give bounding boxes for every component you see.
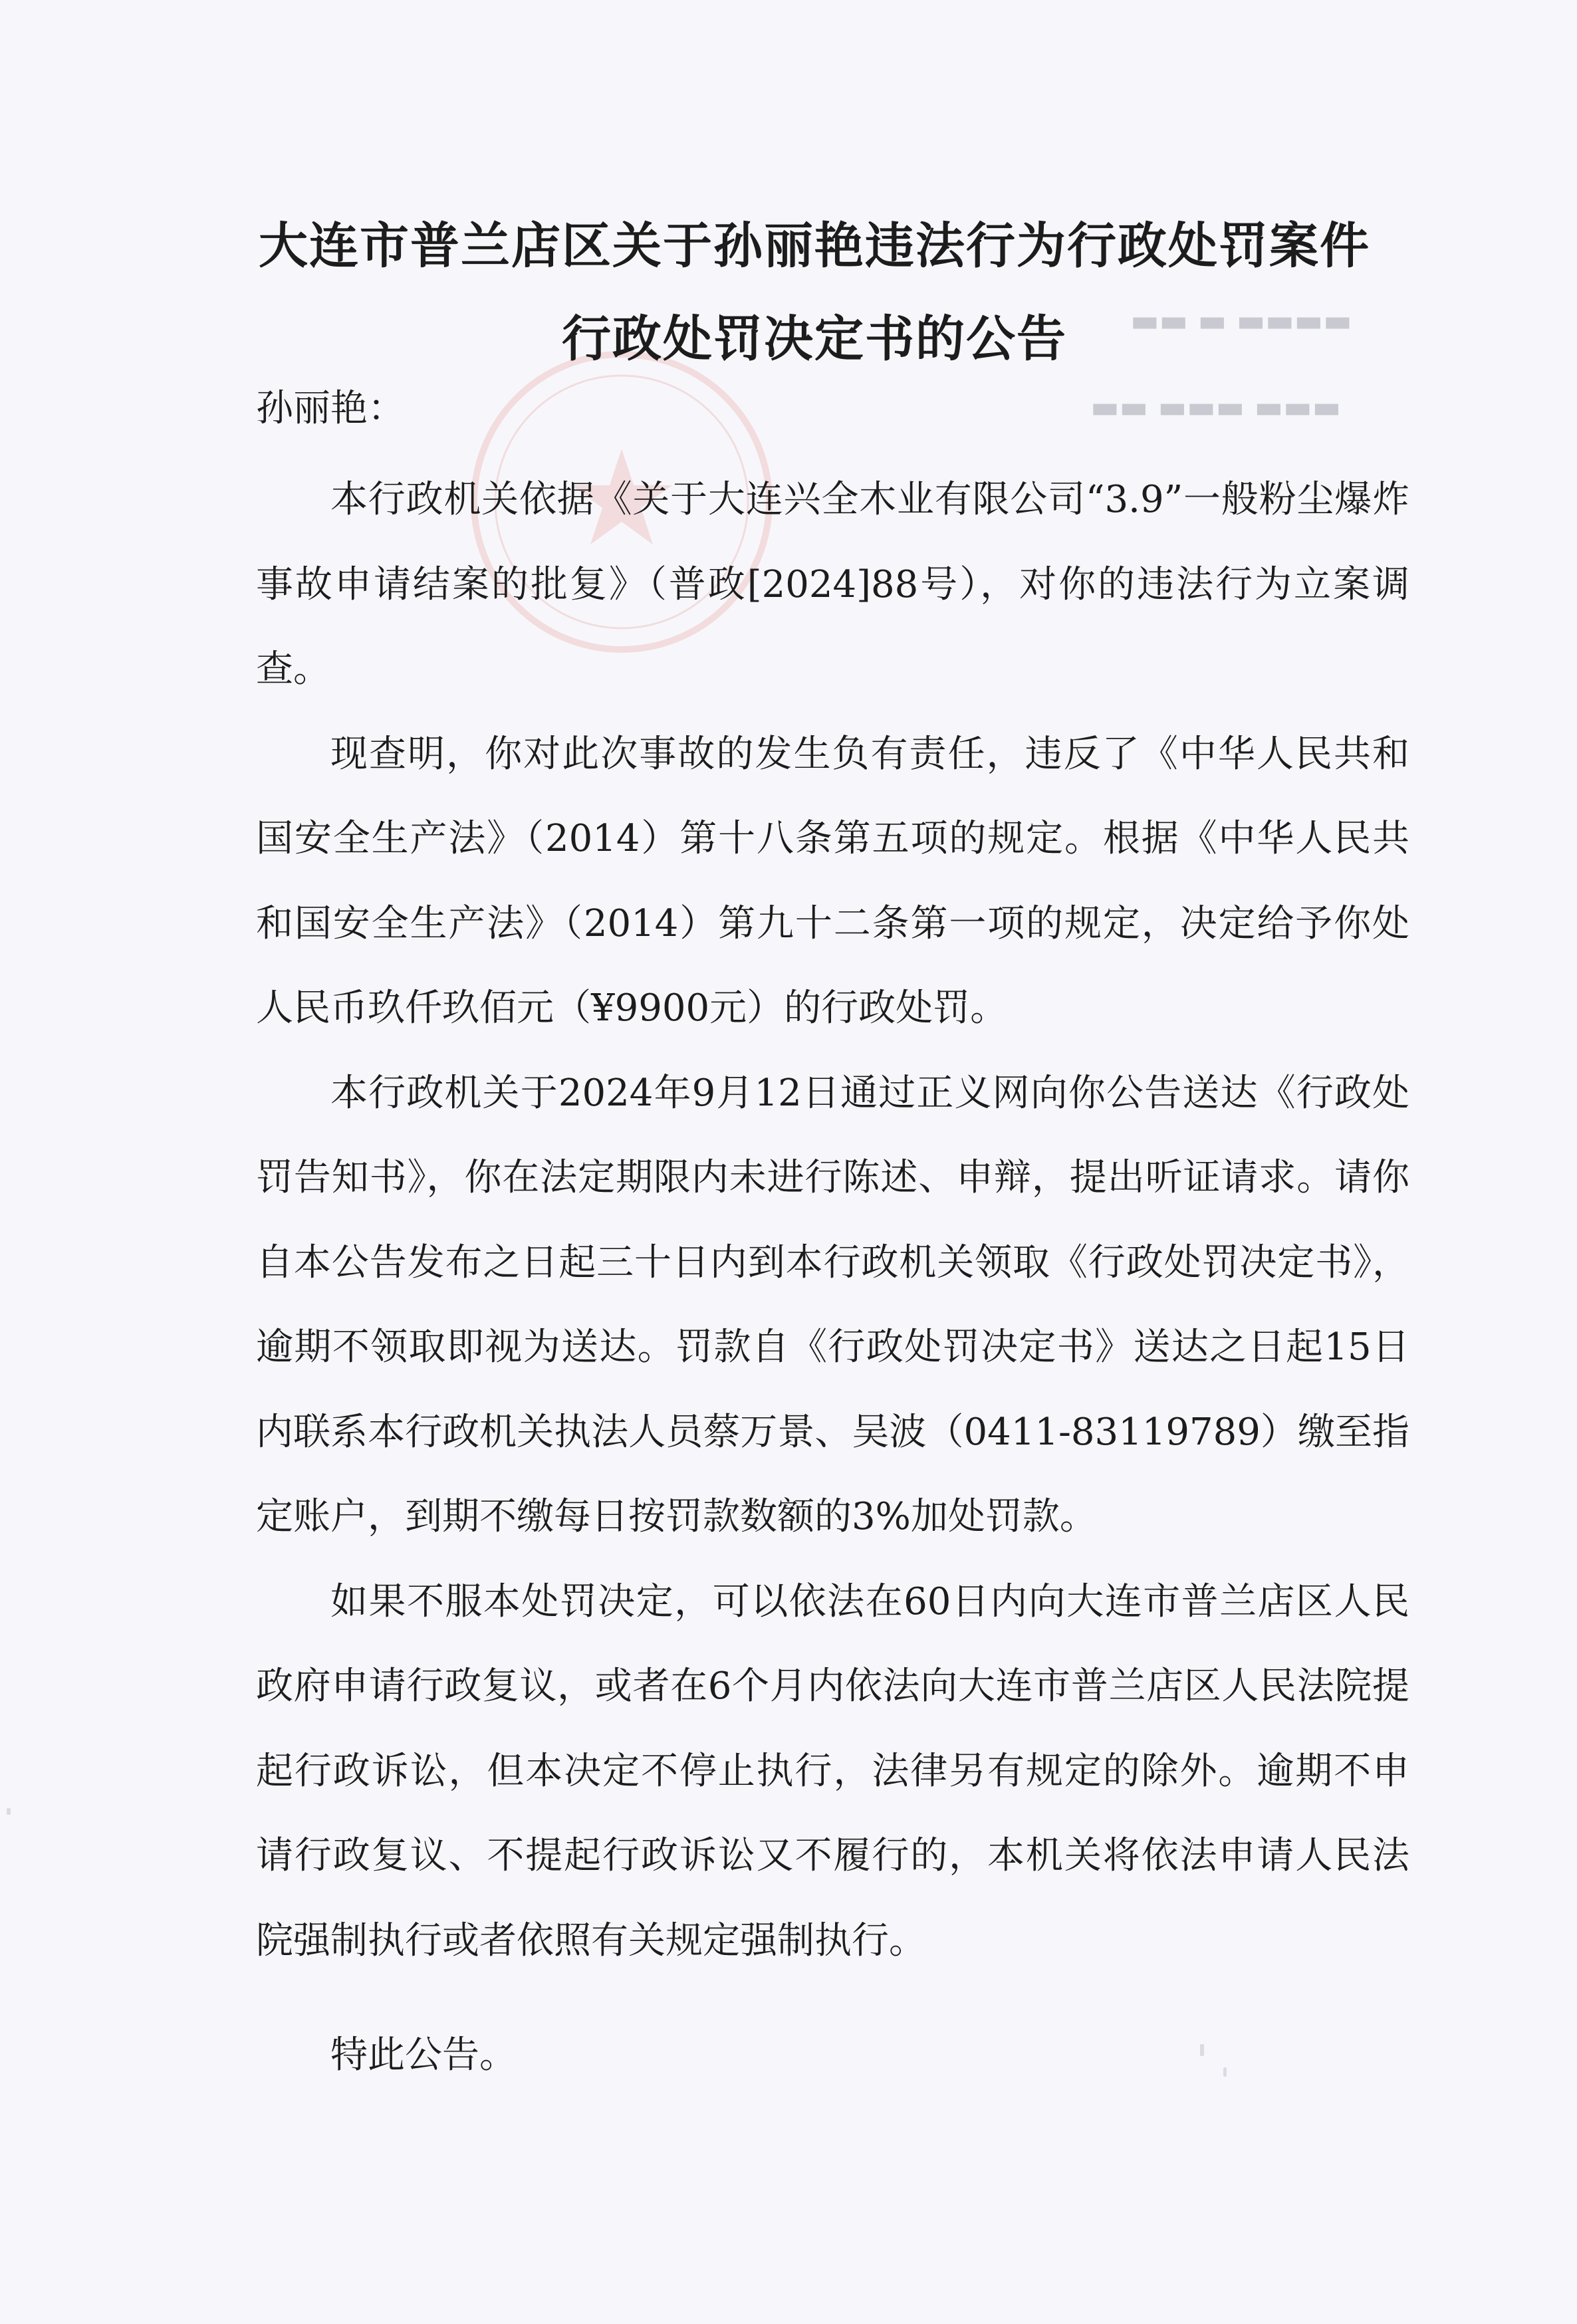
bleed-through-mark: ▬▬▬▬ ▬ ▬▬	[1130, 302, 1352, 338]
paragraph-investigation: 本行政机关依据《关于大连兴全木业有限公司“3.9”一般粉尘爆炸事故申请结案的批复》（普政[2024]88号），对你的违法行为立案调查。	[256, 478, 1409, 691]
paragraph-findings: 现查明，你对此次事故的发生负有责任，违反了《中华人民共和国安全生产法》（2014）第十八条第五项的规定。根据《中华人民共和国安全生产法》（2014）第九十二条第一项的规定，决定给予你处人民币玖仟玖佰元（¥9900元）的行政处罚。	[256, 732, 1409, 1030]
document-title	[226, 199, 1403, 386]
document-body	[256, 457, 1409, 1983]
paragraph-appeal-rights: 如果不服本处罚决定，可以依法在60日内向大连市普兰店区人民政府申请行政复议，或者在6个月内依法向大连市普兰店区人民法院提起行政诉讼，但本决定不停止执行，法律另有规定的除外。逾期不申请行政复议、不提起行政诉讼又不履行的，本机关将依法申请人民法院强制执行或者依照有关规定强制执行。	[256, 1579, 1409, 1962]
title-line-2: 行政处罚决定书的公告	[562, 310, 1067, 368]
scan-speck	[1200, 2044, 1204, 2056]
paragraph-notice-delivery: 本行政机关于2024年9月12日通过正义网向你公告送达《行政处罚告知书》，你在法定期限内未进行陈述、申辩，提出听证请求。请你自本公告发布之日起三十日内到本行政机关领取《行政处罚决定书》，逾期不领取即视为送达。罚款自《行政处罚决定书》送达之日起15日内联系本行政机关执法人员蔡万景、吴波（0411-83119789）缴至指定账户，到期不缴每日按罚款数额的3%加处罚款。	[256, 1071, 1409, 1538]
closing-statement: 特此公告。	[330, 2034, 517, 2077]
title-line-1: 大连市普兰店区关于孙丽艳违法行为行政处罚案件	[259, 217, 1370, 275]
bleed-through-mark: ▬▬▬ ▬▬▬ ▬▬	[1090, 389, 1341, 425]
scan-speck	[7, 1808, 11, 1815]
addressee: 孙丽艳：	[256, 387, 405, 430]
scan-speck	[1223, 2067, 1227, 2077]
